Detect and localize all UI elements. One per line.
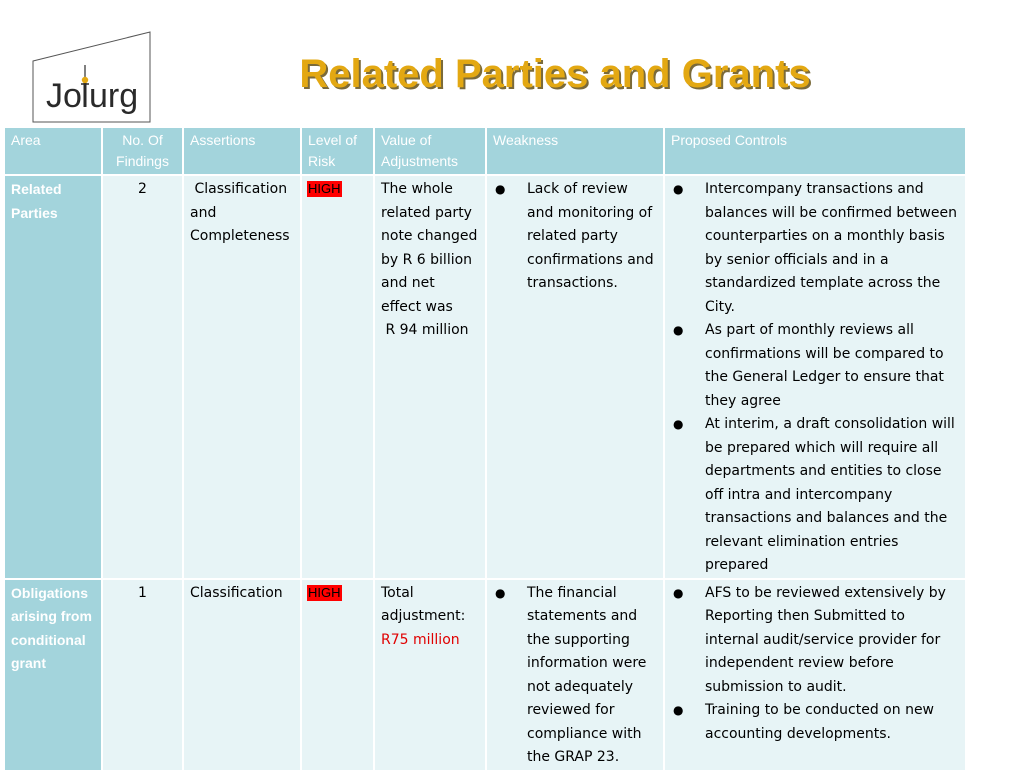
weakness-text: The financial statements and the supporting information were not adequately reviewed for compliance with the GRAP 23. [527, 584, 647, 765]
weakness-cell [486, 579, 664, 771]
svg-text:Jo: Jo [46, 77, 82, 115]
svg-text:urg: urg [89, 77, 139, 115]
list-item [671, 582, 959, 700]
header-area: Area [4, 127, 102, 175]
bullet-icon: ● [673, 585, 684, 600]
bullet-icon: ● [495, 585, 506, 600]
risk-cell [301, 579, 374, 771]
value-cell [374, 175, 486, 579]
control-text: At interim, a draft consolidation will be prepared which will require all departments and entities to close off intra and intercompany transactions and balances and the relevant elimination entries prepared [705, 416, 955, 573]
findings-cell: 2 [102, 175, 183, 579]
findings-table [3, 126, 967, 772]
slide-title: Related Parties and Grants [299, 52, 811, 96]
list-item [493, 582, 657, 770]
header-assertions: Assertions [183, 127, 301, 175]
list-item [671, 699, 959, 746]
header-row [4, 127, 966, 175]
control-text: Training to be conducted on new accounting developments. [705, 702, 935, 742]
value-text: Total adjustment: [381, 584, 466, 624]
findings-cell: 1 [102, 579, 183, 771]
header-risk: Level of Risk [301, 127, 374, 175]
assertions-cell: Classification [183, 579, 301, 771]
value-amount: R75 million [381, 631, 460, 648]
list-item [493, 178, 657, 296]
header-weakness: Weakness [486, 127, 664, 175]
control-text: AFS to be reviewed extensively by Reporting then Submitted to internal audit/service provider for independent review before submission to audit. [705, 584, 946, 695]
bullet-icon: ● [673, 417, 684, 431]
risk-cell [301, 175, 374, 579]
area-cell: Obligations arising from conditional grant [4, 579, 102, 771]
value-cell [374, 579, 486, 771]
weakness-text: Lack of review and monitoring of related party confirmations and transactions. [527, 181, 654, 291]
list-item [671, 178, 959, 319]
bullet-icon: ● [673, 182, 684, 196]
value-amount: R 94 million [381, 322, 469, 338]
header-value: Value of Adjustments [374, 127, 486, 175]
list-item [671, 413, 959, 578]
risk-badge: HIGH [308, 181, 341, 196]
control-text: As part of monthly reviews all confirmations will be compared to the General Ledger to ensure that they agree [705, 322, 944, 409]
controls-cell [664, 175, 966, 579]
joburg-logo [32, 31, 152, 123]
area-cell: Related Parties [4, 175, 102, 579]
list-item [671, 319, 959, 413]
value-text: The whole related party note changed by R 6 billion and net effect was [381, 181, 478, 315]
header-findings: No. Of Findings [102, 127, 183, 175]
control-text: Intercompany transactions and balances will be confirmed between counterparties on a monthly basis by senior officials and in a standardized template across the City. [705, 181, 957, 315]
bullet-icon: ● [673, 323, 684, 337]
bullet-icon: ● [673, 703, 684, 717]
weakness-cell [486, 175, 664, 579]
risk-badge: HIGH [308, 584, 341, 600]
table-row [4, 175, 966, 579]
controls-cell [664, 579, 966, 771]
assertions-cell: Classification and Completeness [183, 175, 301, 579]
table-row [4, 579, 966, 771]
bullet-icon: ● [495, 182, 506, 196]
header-controls: Proposed Controls [664, 127, 966, 175]
